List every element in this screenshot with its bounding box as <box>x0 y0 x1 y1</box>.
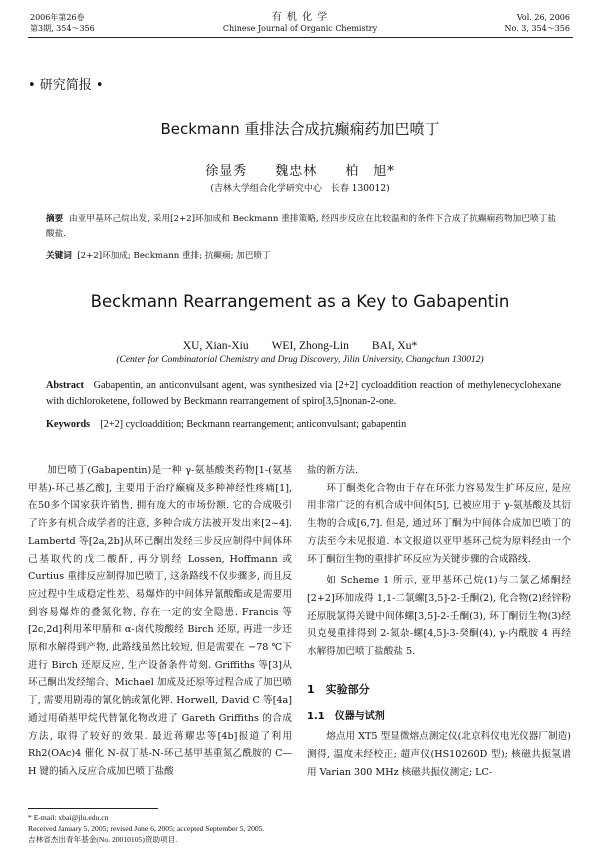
section-1-heading: 1 实验部分 <box>307 682 370 696</box>
body-left-column <box>28 462 292 781</box>
affiliation-en: (Center for Combinatorial Chemistry and Drug Discovery, Jilin University, Changchun 130012) <box>116 355 484 365</box>
footnote-received: Received January 5, 2005; revised June 6, 2005; accepted September 5, 2005. <box>28 824 265 833</box>
header-volume-en: Vol. 26, 2006 <box>516 13 570 22</box>
authors-cn: 徐显秀 魏忠林 柏 旭* <box>205 164 395 179</box>
title-en: Beckmann Rearrangement as a Key to Gabapentin <box>90 292 510 311</box>
header-center <box>180 12 420 34</box>
abstract-cn-text: 由亚甲基环己烷出发, 采用[2+2]环加成和 Beckmann 重排策略, 经四步反应在比较温和的条件下合成了抗癫痫药物加巴喷丁盐酸盐. <box>46 214 556 239</box>
header-rule <box>28 37 573 38</box>
body-right-column <box>307 462 571 781</box>
journal-name-en: Chinese Journal of Organic Chemistry <box>222 24 378 33</box>
keywords-cn <box>46 249 556 264</box>
body-right-paragraph-4: 熔点用 XT5 型显微熔点测定仪(北京科仪电光仪器厂制造)测得, 温度未经校正; 超声仪(HS10260D 型); 核磁共振氢谱用 Varian 300 MHz 核磁共振仪测定; LC- <box>307 731 571 778</box>
section-label: • 研究简报 • <box>28 78 104 93</box>
abstract-en-text: Gabapentin, an anticonvulsant agent, was synthesized via [2+2] cycloaddition reaction of methylenecyclohexane with dichloroketene, followed by Beckmann rearrangement of spiro[3,5]nonan-2-one. <box>46 380 562 407</box>
header-right <box>505 12 570 34</box>
body-left-paragraph: 加巴喷丁(Gabapentin)是一种 γ-氨基酸类药物[1-(氨基甲基)-环己基乙酸], 主要用于治疗癫痫及多种神经性疼痛[1], 在50多个国家获许销售, 拥有庞大的市场份额. 它的合成吸引了许多有机合成学者的注意, 多种合成方法被开发出来[2~4]. Lambertd 等[2a,2b]从环己酮出发经三步反应制得中间体环己基取代的戊二酸酐, 再分别经 Lossen, Hoffmann 或 Curtius 重排反应制得加巴喷丁, 这条路线不仅步骤多, 而且反应过程中生成稳定性差、易爆炸的中间体异氰酸酯或是需要用到容易爆炸的叠氮化物, 存在一定的安全隐患. Francis 等[2c,2d]利用苯甲腈和 α-卤代羧酸经 Birch 还原, 再进一步还原和水解得到产物, 此路线虽然比较短, 但是需要在 −78 ℃下进行 Birch 还原反应, 生产设备条件苛刻. Griffiths 等[3]从环己酮出发经缩合、Michael 加成及还原等过程合成了加巴喷丁, 需要用剧毒的氰化钠或氰化钾. Horwell, David C 等[4a]通过用硝基甲烷代替氰化物改进了 Gareth Griffiths 的合成方法, 取得了较好的效果. 最近蒋耀忠等[4b]报道了利用 Rh2(OAc)4 催化 N-叔丁基-N-环己基甲基重氮乙酰胺的 C—H 键的插入反应合成加巴喷丁盐酸 <box>28 465 292 777</box>
keywords-cn-text: [2+2]环加成; Beckmann 重排; 抗癫痫; 加巴喷丁 <box>77 251 271 261</box>
affiliation-cn: (吉林大学组合化学研究中心 长春 130012) <box>210 184 390 194</box>
header-number-en: No. 3, 354～356 <box>504 24 570 33</box>
abstract-en-label: Abstract <box>46 380 84 391</box>
footnote-email: * E-mail: xbai@jlu.edu.cn <box>28 813 109 822</box>
keywords-en-label: Keywords <box>46 419 91 430</box>
footnote-fund: 吉林省杰出青年基金(No. 20010105)资助项目. <box>28 835 178 844</box>
footnote-rule <box>28 808 158 809</box>
authors-en: XU, Xian-Xiu WEI, Zhong-Lin BAI, Xu* <box>182 340 418 352</box>
footnote <box>28 812 264 845</box>
body-right-paragraph-2: 环丁酮类化合物由于存在环张力容易发生扩环反应, 是应用非常广泛的有机合成中间体[5], 已被应用于 γ-氨基酸及其衍生物的合成[6,7]. 但是, 通过环丁酮为中间体合成加巴喷丁的方法至今未见报道. 本文报道以亚甲基环己烷为原料经由一个环丁酮衍生物的重排扩环反应为关键步骤的合成路线. <box>307 482 571 565</box>
body-right-paragraph-1: 盐的新方法. <box>307 465 359 476</box>
keywords-en <box>46 417 561 433</box>
abstract-en <box>46 378 561 409</box>
section-1-1-heading: 1.1 仪器与试剂 <box>307 711 385 723</box>
abstract-cn-label: 摘要 <box>46 214 64 224</box>
abstract-cn <box>46 212 556 242</box>
journal-name-cn: 有 机 化 学 <box>271 12 329 23</box>
header-left <box>30 12 95 34</box>
header-year-volume: 2006年第26卷 <box>30 13 85 22</box>
title-cn: Beckmann 重排法合成抗癫痫药加巴喷丁 <box>160 120 440 138</box>
body-right-paragraph-3: 如 Scheme 1 所示, 亚甲基环己烷(1)与二氯乙烯酮经[2+2]环加成得 1,1-二氯螺[3,5]-2-壬酮(2), 化合物(2)经锌粉还原脱氯得关键中间体螺[3,5]-2-壬酮(3), 环丁酮衍生物(3)经贝克曼重排得到 2-氮杂-螺[4,5]-3-癸酮(4), γ-内酰胺 4 再经水解得加巴喷丁盐酸盐 5. <box>307 575 571 658</box>
keywords-cn-label: 关键词 <box>46 251 72 261</box>
keywords-en-text: [2+2] cycloaddition; Beckmann rearrangement; anticonvulsant; gabapentin <box>100 419 407 430</box>
header-issue-pages: 第3期, 354～356 <box>30 24 95 33</box>
